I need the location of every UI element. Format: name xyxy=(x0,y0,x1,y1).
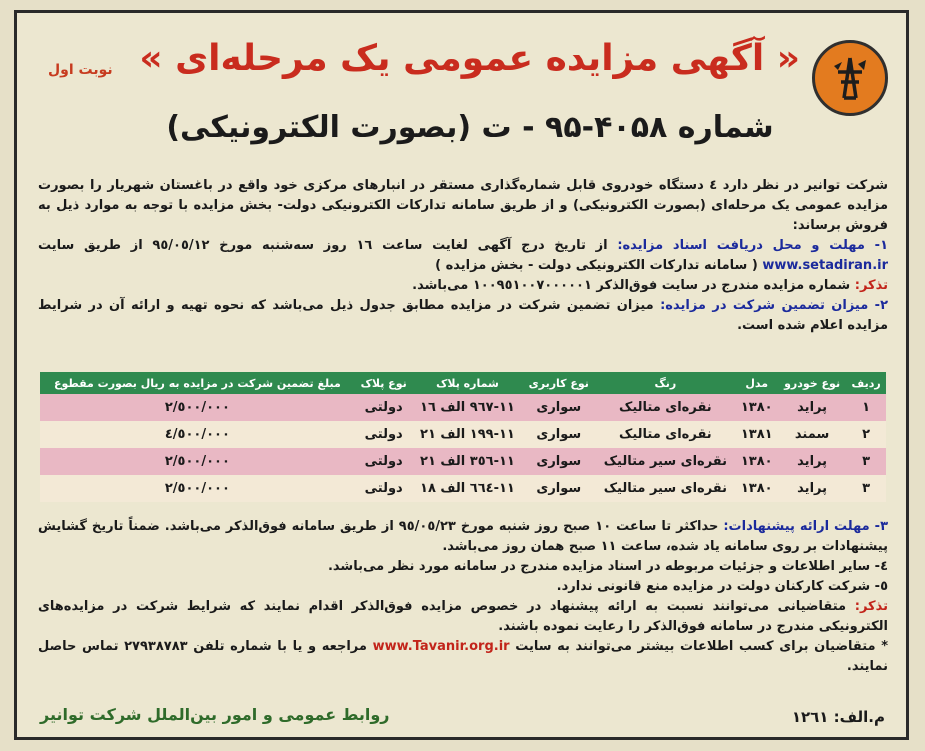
section-3 xyxy=(38,517,888,557)
auction-number: شماره ۴۰۵۸-۹۵ - ت (بصورت الکترونیکی) xyxy=(166,110,774,145)
vehicles-table xyxy=(40,372,886,502)
tavanir-logo-icon xyxy=(812,40,888,116)
section-2-text: میزان تضمین شرکت در مزایده مطابق جدول ذیل می‌باشد که نحوه تهیه و ارائه آن در شرایط مزایده اعلام شده است. xyxy=(38,298,888,333)
cell-guarantee: ٢/٥٠٠/٠٠٠ xyxy=(40,475,355,502)
cell-plate-type: دولتی xyxy=(355,421,413,448)
cell-color: نقره‌ای سیر متالیک xyxy=(595,448,735,475)
table-row xyxy=(40,448,886,475)
section-5: ٥- شرکت کارکنان دولت در مزایده منع قانونی ندارد. xyxy=(556,579,888,594)
col-header-model: مدل xyxy=(735,372,777,394)
note-1-text: شماره مزایده مندرج در سایت فوق‌الذکر ١٠٠٩٥١٠٠٧٠٠٠٠٠١ می‌باشد. xyxy=(412,278,851,293)
cell-plate-type: دولتی xyxy=(355,475,413,502)
col-header-plate-number: شماره پلاک xyxy=(413,372,523,394)
section-2 xyxy=(38,296,888,336)
tavanir-link[interactable]: www.Tavanir.org.ir xyxy=(372,639,510,654)
cell-plate-number: ١١-٩٦٧ الف ١٦ xyxy=(413,394,523,421)
cell-color: نقره‌ای سیر متالیک xyxy=(595,475,735,502)
cell-guarantee: ٢/٥٠٠/٠٠٠ xyxy=(40,448,355,475)
cell-guarantee: ٤/٥٠٠/٠٠٠ xyxy=(40,421,355,448)
cell-plate-number: ١١-٣٥٦ الف ٢١ xyxy=(413,448,523,475)
table-row xyxy=(40,475,886,502)
section-1-text: از تاریخ درج آگهی لغایت ساعت ١٦ روز سه‌شنبه مورخ ٩٥/٠٥/١٢ از طریق سایت xyxy=(38,238,608,253)
cell-usage: سواری xyxy=(522,475,595,502)
table-row xyxy=(40,421,886,448)
section-3-label: ٣- مهلت ارائه پیشنهادات: xyxy=(723,519,889,534)
conditions-section xyxy=(38,517,888,677)
section-2-label: ٢- میزان تضمین شرکت در مزایده: xyxy=(660,298,888,313)
cell-model: ١٣٨١ xyxy=(735,421,777,448)
col-header-usage: نوع کاربری xyxy=(522,372,595,394)
cell-plate-number: ١١-١٩٩ الف ٢١ xyxy=(413,421,523,448)
cell-model: ١٣٨٠ xyxy=(735,394,777,421)
col-header-plate-type: نوع پلاک xyxy=(355,372,413,394)
cell-model: ١٣٨٠ xyxy=(735,448,777,475)
table-header-row xyxy=(40,372,886,394)
col-header-guarantee: مبلغ تضمین شرکت در مزایده به ریال بصورت مقطوع xyxy=(40,372,355,394)
note-2 xyxy=(38,597,888,637)
cell-plate-type: دولتی xyxy=(355,448,413,475)
cell-usage: سواری xyxy=(522,394,595,421)
table-row xyxy=(40,394,886,421)
cell-row-number: ٢ xyxy=(846,421,886,448)
cell-row-number: ٣ xyxy=(846,475,886,502)
cell-plate-number: ١١-٦٦٤ الف ١٨ xyxy=(413,475,523,502)
note-2-label: تذکر: xyxy=(854,599,888,614)
ad-code: م.الف: ١٢٦١ xyxy=(791,708,885,726)
col-header-row-number: ردیف xyxy=(846,372,886,394)
cell-guarantee: ٢/٥٠٠/٠٠٠ xyxy=(40,394,355,421)
section-1-text-2: ( سامانه تدارکات الکترونیکی دولت - بخش مزایده ) xyxy=(435,258,758,273)
intro-paragraph: شرکت توانیر در نظر دارد ٤ دستگاه خودروی قابل شماره‌گذاری مستقر در انبارهای مرکزی خود واقع در باغستان شهریار را بصورت مزایده عمومی یک مرحله‌ای (بصورت الکترونیکی) و از طریق سامانه تدارکات الکترونیکی دولت- بخش مزایده با توجه به موارد ذیل به فروش برساند: xyxy=(38,178,889,233)
cell-row-number: ٣ xyxy=(846,448,886,475)
cell-color: نقره‌ای متالیک xyxy=(595,394,735,421)
note-1-label: تذکر: xyxy=(854,278,888,293)
cell-usage: سواری xyxy=(522,421,595,448)
cell-model: ١٣٨٠ xyxy=(735,475,777,502)
cell-vehicle-type: سمند xyxy=(778,421,846,448)
contact-info xyxy=(38,637,888,677)
contact-text-2: مراجعه و یا با شماره تلفن ٢٧٩٣٨٧٨٣ تماس حاصل نمایند. xyxy=(38,639,888,674)
cell-row-number: ١ xyxy=(846,394,886,421)
cell-color: نقره‌ای متالیک xyxy=(595,421,735,448)
section-1 xyxy=(38,236,888,276)
section-3-text: حداکثر تا ساعت ١٠ صبح روز شنبه مورخ ٩٥/٠٥/٢٣ از طریق سامانه فوق‌الذکر می‌باشد. ضمناً تاریخ گشایش پیشنهادات بر روی سامانه یاد شده، ساعت ١١ صبح همان روز می‌باشد. xyxy=(38,519,888,554)
cell-usage: سواری xyxy=(522,448,595,475)
setadiran-link[interactable]: www.setadiran.ir xyxy=(762,258,888,273)
note-2-text: متقاضیانی می‌توانند نسبت به ارائه پیشنهاد در خصوص مزایده فوق‌الذکر اقدام نمایند که شرایط شرکت در مزایده‌های الکترونیکی مندرج در سامانه فوق‌الذکر را رعایت نموده باشند. xyxy=(38,599,888,634)
cell-plate-type: دولتی xyxy=(355,394,413,421)
cell-vehicle-type: پراید xyxy=(778,475,846,502)
publisher-department: روابط عمومی و امور بین‌الملل شرکت توانیر xyxy=(40,705,390,724)
section-1-label: ١- مهلت و محل دریافت اسناد مزایده: xyxy=(617,238,889,253)
intro-section xyxy=(38,176,888,336)
col-header-vehicle-type: نوع خودرو xyxy=(778,372,846,394)
page-title: « آگهی مزایده عمومی یک مرحله‌ای » xyxy=(139,38,800,79)
cell-vehicle-type: پراید xyxy=(778,448,846,475)
cell-vehicle-type: پراید xyxy=(778,394,846,421)
section-4: ٤- سایر اطلاعات و جزئیات مربوطه در اسناد مزایده مندرج در سامانه مورد نظر می‌باشد. xyxy=(327,559,888,574)
note-1 xyxy=(38,276,888,296)
publication-turn: نوبت اول xyxy=(48,62,113,78)
contact-text-1: * متقاضیان برای کسب اطلاعات بیشتر می‌توانند به سایت xyxy=(515,639,889,654)
col-header-color: رنگ xyxy=(595,372,735,394)
